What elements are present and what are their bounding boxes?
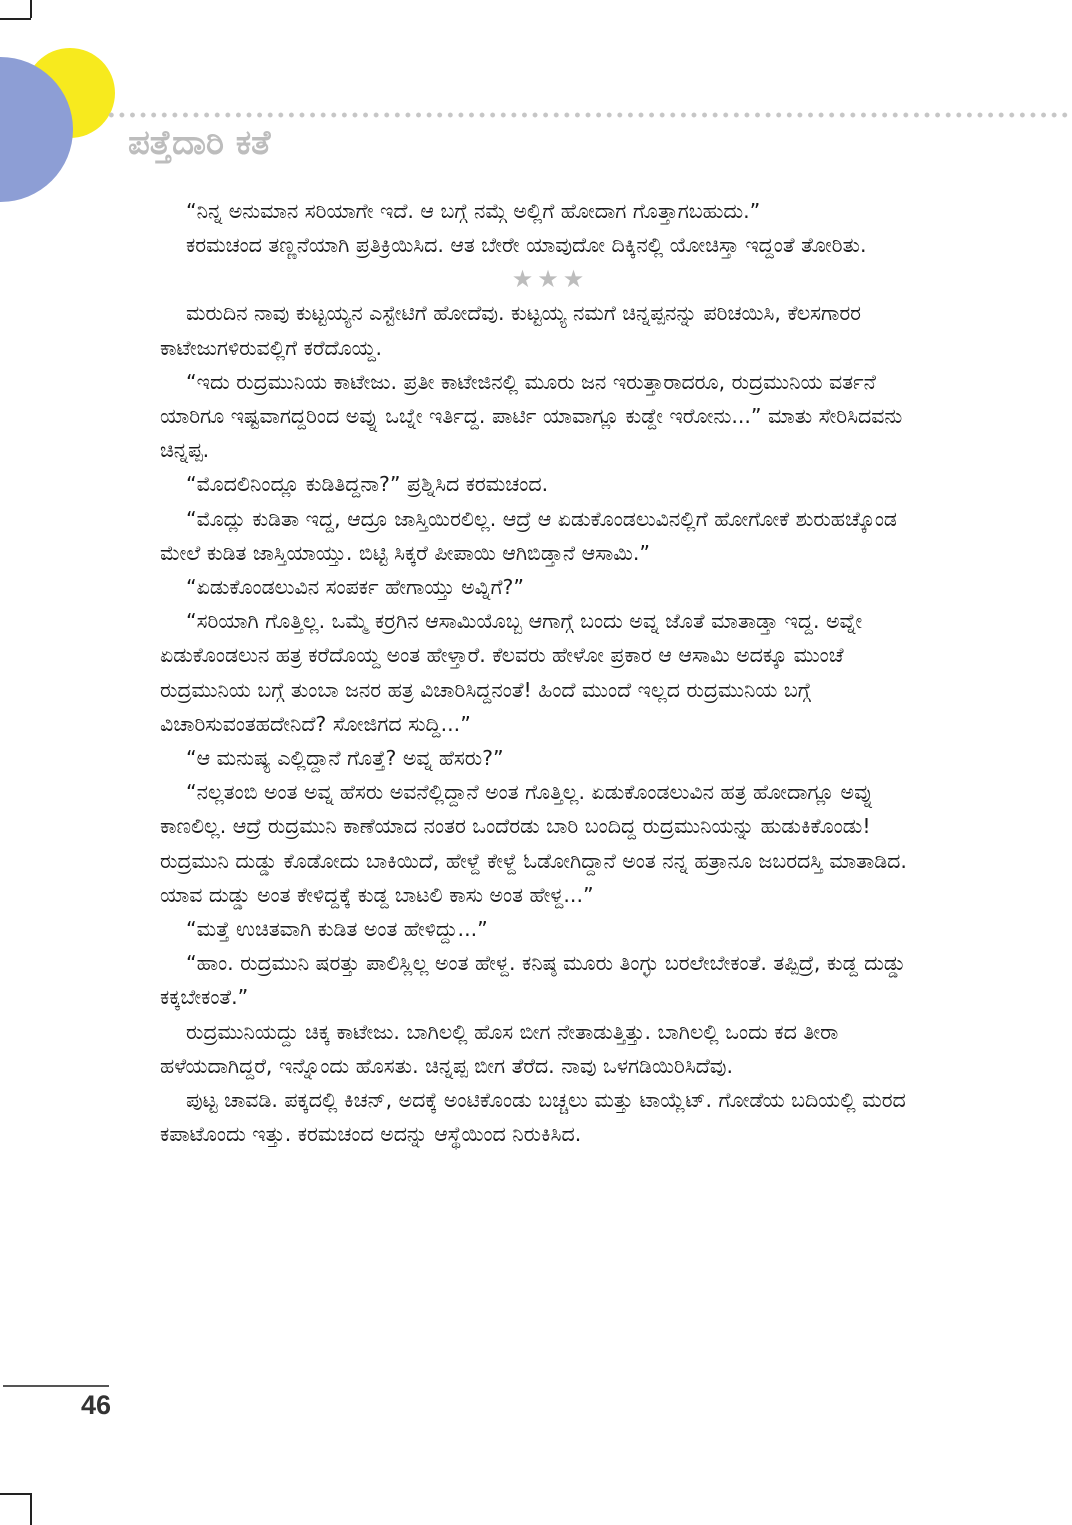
crop-mark-bottom-vertical xyxy=(30,1493,32,1525)
crop-mark-bottom-horizontal xyxy=(0,1493,31,1495)
paragraph: ಮರುದಿನ ನಾವು ಕುಟ್ಟಯ್ಯನ ಎಸ್ಟೇಟಿಗೆ ಹೋದೆವು. ಕುಟ್ಟಯ್ಯ ನಮಗೆ ಚಿನ್ನಪ್ಪನನ್ನು ಪರಿಚಯಿಸಿ, ಕೆಲಸಗಾರರ ಕಾಟೇಜುಗಳಿರುವಲ್ಲಿಗೆ ಕರೆದೊಯ್ದ. xyxy=(160,301,862,360)
paragraph: “ಆ ಮನುಷ್ಯ ಎಲ್ಲಿದ್ದಾನೆ ಗೊತ್ತೆ? ಅವ್ನ ಹೆಸರು?” xyxy=(186,746,504,771)
paragraph: “ಮೊದ್ಲು ಕುಡಿತಾ ಇದ್ದ, ಆದ್ರೂ ಜಾಸ್ತಿಯಿರಲಿಲ್ಲ. ಆದ್ರೆ ಆ ಏಡುಕೊಂಡಲುವಿನಲ್ಲಿಗೆ ಹೋಗೋಕೆ ಶುರುಹಚ್ಕೊಂಡ ಮೇಲೆ ಕುಡಿತ ಜಾಸ್ತಿಯಾಯ್ತು. ಬಿಟ್ಟಿ ಸಿಕ್ಕರೆ ಪೀಪಾಯಿ ಆಗಿಬಿಡ್ತಾನೆ ಆಸಾಮಿ.” xyxy=(160,506,897,565)
folio-rule xyxy=(3,1385,109,1387)
paragraph: ಕರಮಚಂದ ತಣ್ಣನೆಯಾಗಿ ಪ್ರತಿಕ್ರಿಯಿಸಿದ. ಆತ ಬೇರೇ ಯಾವುದೋ ದಿಕ್ಕಿನಲ್ಲಿ ಯೋಚಿಸ್ತಾ ಇದ್ದಂತೆ ತೋರಿತು. xyxy=(186,233,867,258)
paragraph: “ನಲ್ಲತಂಬಿ ಅಂತ ಅವ್ನ ಹೆಸರು ಅವನೆಲ್ಲಿದ್ದಾನೆ ಅಂತ ಗೊತ್ತಿಲ್ಲ. ಏಡುಕೊಂಡಲುವಿನ ಹತ್ರ ಹೋದಾಗ್ಲೂ ಅವ್ನು ಕಾಣಲಿಲ್ಲ. ಆದ್ರೆ ರುದ್ರಮುನಿ ಕಾಣೆಯಾದ ನಂತರ ಒಂದೆರಡು ಬಾರಿ ಬಂದಿದ್ದ ರುದ್ರಮುನಿಯನ್ನು ಹುಡುಕಿಕೊಂಡು! ರುದ್ರಮುನಿ ದುಡ್ಡು ಕೊಡೋದು ಬಾಕಿಯಿದೆ, ಹೇಳ್ದೆ ಕೇಳ್ದೆ ಓಡೋಗಿದ್ದಾನೆ ಅಂತ ನನ್ನ ಹತ್ರಾನೂ ಜಬರದಸ್ತಿ ಮಾತಾಡಿದ. ಯಾವ ದುಡ್ಡು ಅಂತ ಕೇಳಿದ್ದಕ್ಕೆ ಕುಡ್ದ ಬಾಟಲಿ ಕಾಸು ಅಂತ ಹೇಳ್ದ...” xyxy=(160,780,907,907)
paragraph: ಪುಟ್ಟ ಚಾವಡಿ. ಪಕ್ಕದಲ್ಲಿ ಕಿಚನ್, ಅದಕ್ಕೆ ಅಂಟಿಕೊಂಡು ಬಚ್ಚಲು ಮತ್ತು ಟಾಯ್ಲೆಟ್. ಗೋಡೆಯ ಬದಿಯಲ್ಲಿ ಮರದ ಕಪಾಟೊಂದು ಇತ್ತು. ಕರಮಚಂದ ಅದನ್ನು ಆಸ್ಥೆಯಿಂದ ನಿರುಕಿಸಿದ. xyxy=(160,1088,906,1147)
crop-mark-top-horizontal xyxy=(0,18,31,20)
paragraph: “ಇದು ರುದ್ರಮುನಿಯ ಕಾಟೇಜು. ಪ್ರತೀ ಕಾಟೇಜಿನಲ್ಲಿ ಮೂರು ಜನ ಇರುತ್ತಾರಾದರೂ, ರುದ್ರಮುನಿಯ ವರ್ತನೆ ಯಾರಿಗೂ ಇಷ್ಟವಾಗದ್ದರಿಂದ ಅವ್ನು ಒಬ್ನೇ ಇರ್ತಿದ್ದ. ಪಾರ್ಟಿ ಯಾವಾಗ್ಲೂ ಕುಡ್ದೇ ಇರೋನು...” ಮಾತು ಸೇರಿಸಿದವನು ಚಿನ್ನಪ್ಪ. xyxy=(160,369,903,463)
paragraph: “ನಿನ್ನ ಅನುಮಾನ ಸರಿಯಾಗೇ ಇದೆ. ಆ ಬಗ್ಗೆ ನಮ್ಗೆ ಅಲ್ಲಿಗೆ ಹೋದಾಗ ಗೊತ್ತಾಗಬಹುದು.” xyxy=(186,199,761,223)
paragraph: ರುದ್ರಮುನಿಯದ್ದು ಚಿಕ್ಕ ಕಾಟೇಜು. ಬಾಗಿಲಲ್ಲಿ ಹೊಸ ಬೀಗ ನೇತಾಡುತ್ತಿತ್ತು. ಬಾಗಿಲಲ್ಲಿ ಒಂದು ಕದ ತೀರಾ ಹಳೆಯದಾಗಿದ್ದರೆ, ಇನ್ನೊಂದು ಹೊಸತು. ಚಿನ್ನಪ್ಪ ಬೀಗ ತೆರೆದ. ನಾವು ಒಳಗಡಿಯಿರಿಸಿದೆವು. xyxy=(160,1019,839,1078)
page-number: 46 xyxy=(81,1390,112,1420)
crop-mark-top-vertical xyxy=(30,0,32,18)
paragraph: “ಮತ್ತೆ ಉಚಿತವಾಗಿ ಕುಡಿತ ಅಂತ ಹೇಳಿದ್ದು...” xyxy=(186,917,488,942)
paragraph: “ಸರಿಯಾಗಿ ಗೊತ್ತಿಲ್ಲ. ಒಮ್ಮೆ ಕರ್‍ರಗಿನ ಆಸಾಮಿಯೊಬ್ಬ ಆಗಾಗ್ಗೆ ಬಂದು ಅವ್ನ ಜೊತೆ ಮಾತಾಡ್ತಾ ಇದ್ದ. ಅವ್ನೇ ಏಡುಕೊಂಡಲುನ ಹತ್ರ ಕರೆದೊಯ್ದ ಅಂತ ಹೇಳ್ತಾರೆ. ಕೆಲವರು ಹೇಳೋ ಪ್ರಕಾರ ಆ ಆಸಾಮಿ ಅದಕ್ಕೂ ಮುಂಚೆ ರುದ್ರಮುನಿಯ ಬಗ್ಗೆ ತುಂಬಾ ಜನರ ಹತ್ರ ವಿಚಾರಿಸಿದ್ದನಂತೆ! ಹಿಂದೆ ಮುಂದೆ ಇಲ್ಲದ ರುದ್ರಮುನಿಯ ಬಗ್ಗೆ ವಿಚಾರಿಸುವಂತಹದೇನಿದೆ? ಸೋಜಿಗದ ಸುದ್ದಿ...” xyxy=(160,609,863,736)
paragraph: “ಹಾಂ. ರುದ್ರಮುನಿ ಷರತ್ತು ಪಾಲಿಸ್ಲಿಲ್ಲ ಅಂತ ಹೇಳ್ದ. ಕನಿಷ್ಠ ಮೂರು ತಿಂಗ್ಳು ಬರಲೇಬೇಕಂತೆ. ತಪ್ಪಿದ್ರೆ, ಕುಡ್ದ ದುಡ್ಡು ಕಕ್ಕಬೇಕಂತೆ.” xyxy=(160,951,906,1010)
section-title: ಪತ್ತೆದಾರಿ ಕತೆ xyxy=(128,123,271,163)
section-break-stars: ★★★ xyxy=(511,265,589,294)
paragraph: “ಏಡುಕೊಂಡಲುವಿನ ಸಂಪರ್ಕ ಹೇಗಾಯ್ತು ಅವ್ನಿಗೆ?” xyxy=(186,575,524,600)
paragraph: “ಮೊದಲಿನಿಂದ್ಲೂ ಕುಡಿತಿದ್ದನಾ?” ಪ್ರಶ್ನಿಸಿದ ಕರಮಚಂದ. xyxy=(186,472,549,497)
story-body xyxy=(160,194,920,1151)
